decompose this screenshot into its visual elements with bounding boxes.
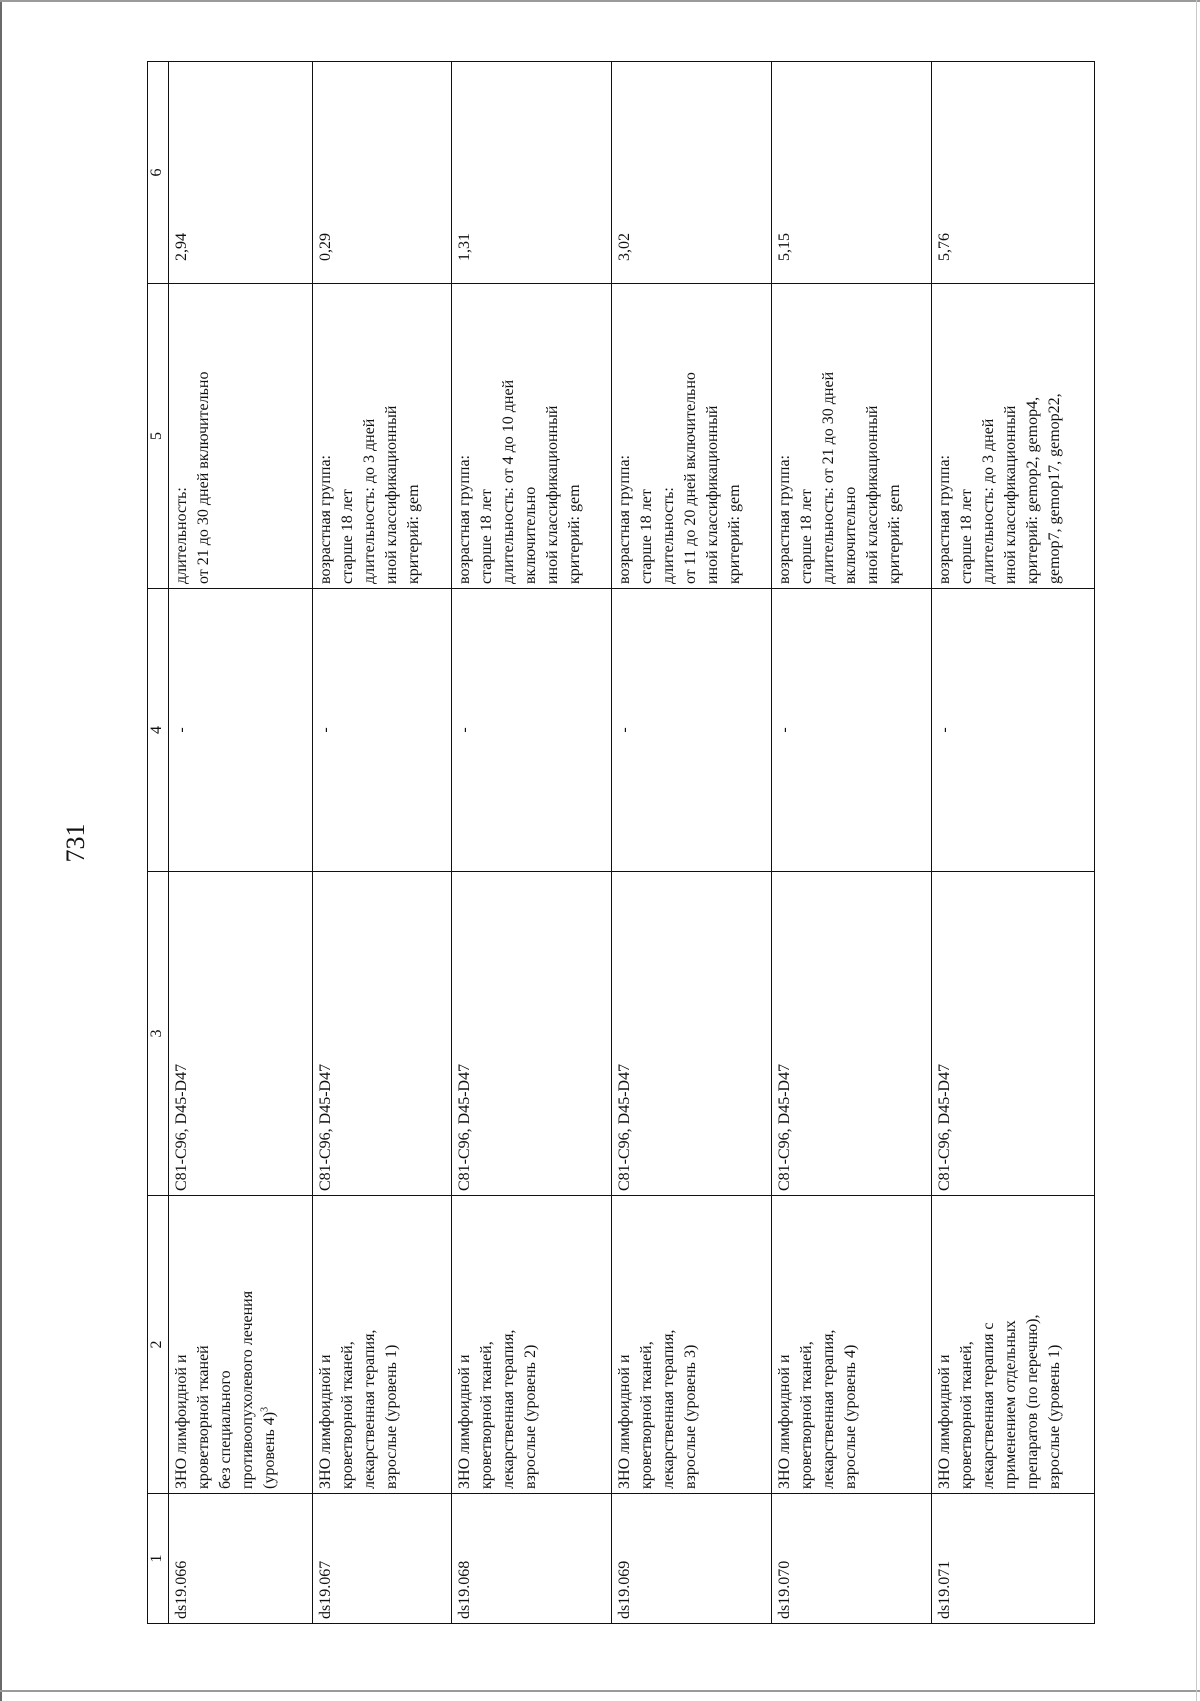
coef-cell [771,62,931,284]
criteria-line: старше 18 лет [339,489,357,584]
name-line: применением отдельных [1001,1320,1019,1489]
code-cell [931,1494,1094,1624]
name-line: противоопухолевого лечения [239,1290,257,1489]
criteria-line: критерий: gem [566,484,584,584]
name-line: взрослые (уровень 2) [522,1344,540,1489]
criteria-cell [771,284,931,589]
code-cell [169,1494,313,1624]
coef-cell [611,62,771,284]
name-cell [931,1196,1094,1494]
name-line: лекарственная терапия с [979,1322,997,1489]
criteria-cell [931,284,1094,589]
name-line: препаратов (по перечню), [1023,1314,1041,1489]
table-row [452,62,612,1624]
name-line: кроветворной тканей [195,1345,213,1489]
name-line: кроветворной тканей, [797,1341,815,1489]
name-line: (уровень 4) [261,1411,279,1489]
col4-value: - [775,727,793,733]
criteria-line: возрастная группа: [615,454,633,584]
name-line: ЗНО лимфоидной и [456,1354,474,1489]
name-line: ЗНО лимфоидной и [173,1354,191,1489]
rotated-page [61,62,1095,1624]
criteria-line: иной классификационный [544,405,562,584]
name-cell [169,1196,313,1494]
coefficient: 2,94 [173,233,191,261]
criteria-line: критерий: gem [885,484,903,584]
name-line: кроветворной тканей, [478,1341,496,1489]
criteria-line: иной классификационный [703,405,721,584]
mkb-cell [611,872,771,1196]
table-row [931,62,1094,1624]
criteria-line: критерий: gem [725,484,743,584]
col4-cell [169,589,313,872]
coefficient: 3,02 [615,233,633,261]
criteria-line: возрастная группа: [935,454,953,584]
criteria-line: иной классификационный [1001,405,1019,584]
col4-cell [611,589,771,872]
col4-value: - [317,727,335,733]
criteria-line: иной классификационный [863,405,881,584]
criteria-line: длительность: [173,487,191,584]
criteria-line: старше 18 лет [957,489,975,584]
header-cell: 5 [148,284,169,589]
scan-edge [0,0,1200,2]
col4-cell [313,589,452,872]
name-line: ЗНО лимфоидной и [775,1354,793,1489]
name-cell [452,1196,612,1494]
tariff-table [147,61,1095,1624]
header-cell: 2 [148,1196,169,1494]
scan-edge [0,0,2,1701]
criteria-line: критерий: gem [405,484,423,584]
mkb-cell [452,872,612,1196]
name-line: без специального [217,1370,235,1489]
name-line: кроветворной тканей, [957,1341,975,1489]
name-line: взрослые (уровень 3) [681,1344,699,1489]
criteria-line: возрастная группа: [456,454,474,584]
coefficient: 1,31 [456,233,474,261]
criteria-line: длительность: [659,487,677,584]
name-line: лекарственная терапия, [659,1329,677,1489]
criteria-line: старше 18 лет [478,489,496,584]
criteria-line: длительность: от 4 до 10 дней [500,379,518,584]
criteria-line: критерий: gemop2, gemop4, [1023,396,1041,584]
criteria-line: от 21 до 30 дней включительно [195,371,213,584]
name-line: ЗНО лимфоидной и [935,1354,953,1489]
col4-value: - [935,727,953,733]
header-cell: 1 [148,1494,169,1624]
mkb-cell [931,872,1094,1196]
col4-value: - [173,727,191,733]
criteria-line: длительность: от 21 до 30 дней [819,371,837,584]
name-line: взрослые (уровень 1) [383,1344,401,1489]
name-line: ЗНО лимфоидной и [317,1354,335,1489]
mkb-codes: C81-C96, D45-D47 [615,1063,633,1191]
col4-cell [931,589,1094,872]
table-row [771,62,931,1624]
row-code: ds19.068 [456,1560,474,1619]
name-line: лекарственная терапия, [500,1329,518,1489]
scan-edge [1196,0,1197,1701]
col4-cell [771,589,931,872]
name-line: лекарственная терапия, [361,1329,379,1489]
header-row [148,62,169,1624]
code-cell [313,1494,452,1624]
criteria-cell [169,284,313,589]
code-cell [452,1494,612,1624]
criteria-line: старше 18 лет [637,489,655,584]
name-line: взрослые (уровень 4) [841,1344,859,1489]
criteria-line: от 11 до 20 дней включительно [681,372,699,584]
name-line: ЗНО лимфоидной и [615,1354,633,1489]
page-number: 731 [61,823,90,863]
coefficient: 5,76 [935,233,953,261]
mkb-codes: C81-C96, D45-D47 [775,1063,793,1191]
name-line-with-footnote [259,1200,281,1489]
criteria-line: включительно [522,486,540,584]
header-cell: 3 [148,872,169,1196]
table-row [313,62,452,1624]
code-cell [611,1494,771,1624]
name-line: кроветворной тканей, [339,1341,357,1489]
row-code: ds19.067 [317,1560,335,1619]
mkb-cell [169,872,313,1196]
coefficient: 0,29 [317,233,335,261]
name-cell [611,1196,771,1494]
criteria-line: старше 18 лет [797,489,815,584]
name-line: кроветворной тканей, [637,1341,655,1489]
criteria-cell [313,284,452,589]
row-code: ds19.066 [173,1560,191,1619]
table-row [611,62,771,1624]
name-cell [313,1196,452,1494]
col4-value: - [456,727,474,733]
footnote-marker: 3 [259,1406,271,1412]
col4-value: - [615,727,633,733]
coefficient: 5,15 [775,233,793,261]
coef-cell [931,62,1094,284]
row-code: ds19.070 [775,1560,793,1619]
mkb-codes: C81-C96, D45-D47 [317,1063,335,1191]
row-code: ds19.069 [615,1560,633,1619]
header-cell: 6 [148,62,169,284]
mkb-cell [313,872,452,1196]
coef-cell [313,62,452,284]
name-line: взрослые (уровень 1) [1045,1344,1063,1489]
mkb-cell [771,872,931,1196]
coef-cell [169,62,313,284]
mkb-codes: C81-C96, D45-D47 [935,1063,953,1191]
criteria-line: gemop7, gemop17, gemop22, [1045,393,1063,584]
scan-edge [0,1690,1200,1692]
criteria-line: иной классификационный [383,405,401,584]
name-cell [771,1196,931,1494]
col4-cell [452,589,612,872]
criteria-line: длительность: до 3 дней [361,418,379,584]
mkb-codes: C81-C96, D45-D47 [173,1063,191,1191]
row-code: ds19.071 [935,1560,953,1619]
coef-cell [452,62,612,284]
criteria-line: длительность: до 3 дней [979,418,997,584]
criteria-cell [452,284,612,589]
mkb-codes: C81-C96, D45-D47 [456,1063,474,1191]
header-cell: 4 [148,589,169,872]
name-line: лекарственная терапия, [819,1329,837,1489]
criteria-cell [611,284,771,589]
table-row [169,62,313,1624]
code-cell [771,1494,931,1624]
criteria-line: возрастная группа: [775,454,793,584]
criteria-line: возрастная группа: [317,454,335,584]
criteria-line: включительно [841,486,859,584]
